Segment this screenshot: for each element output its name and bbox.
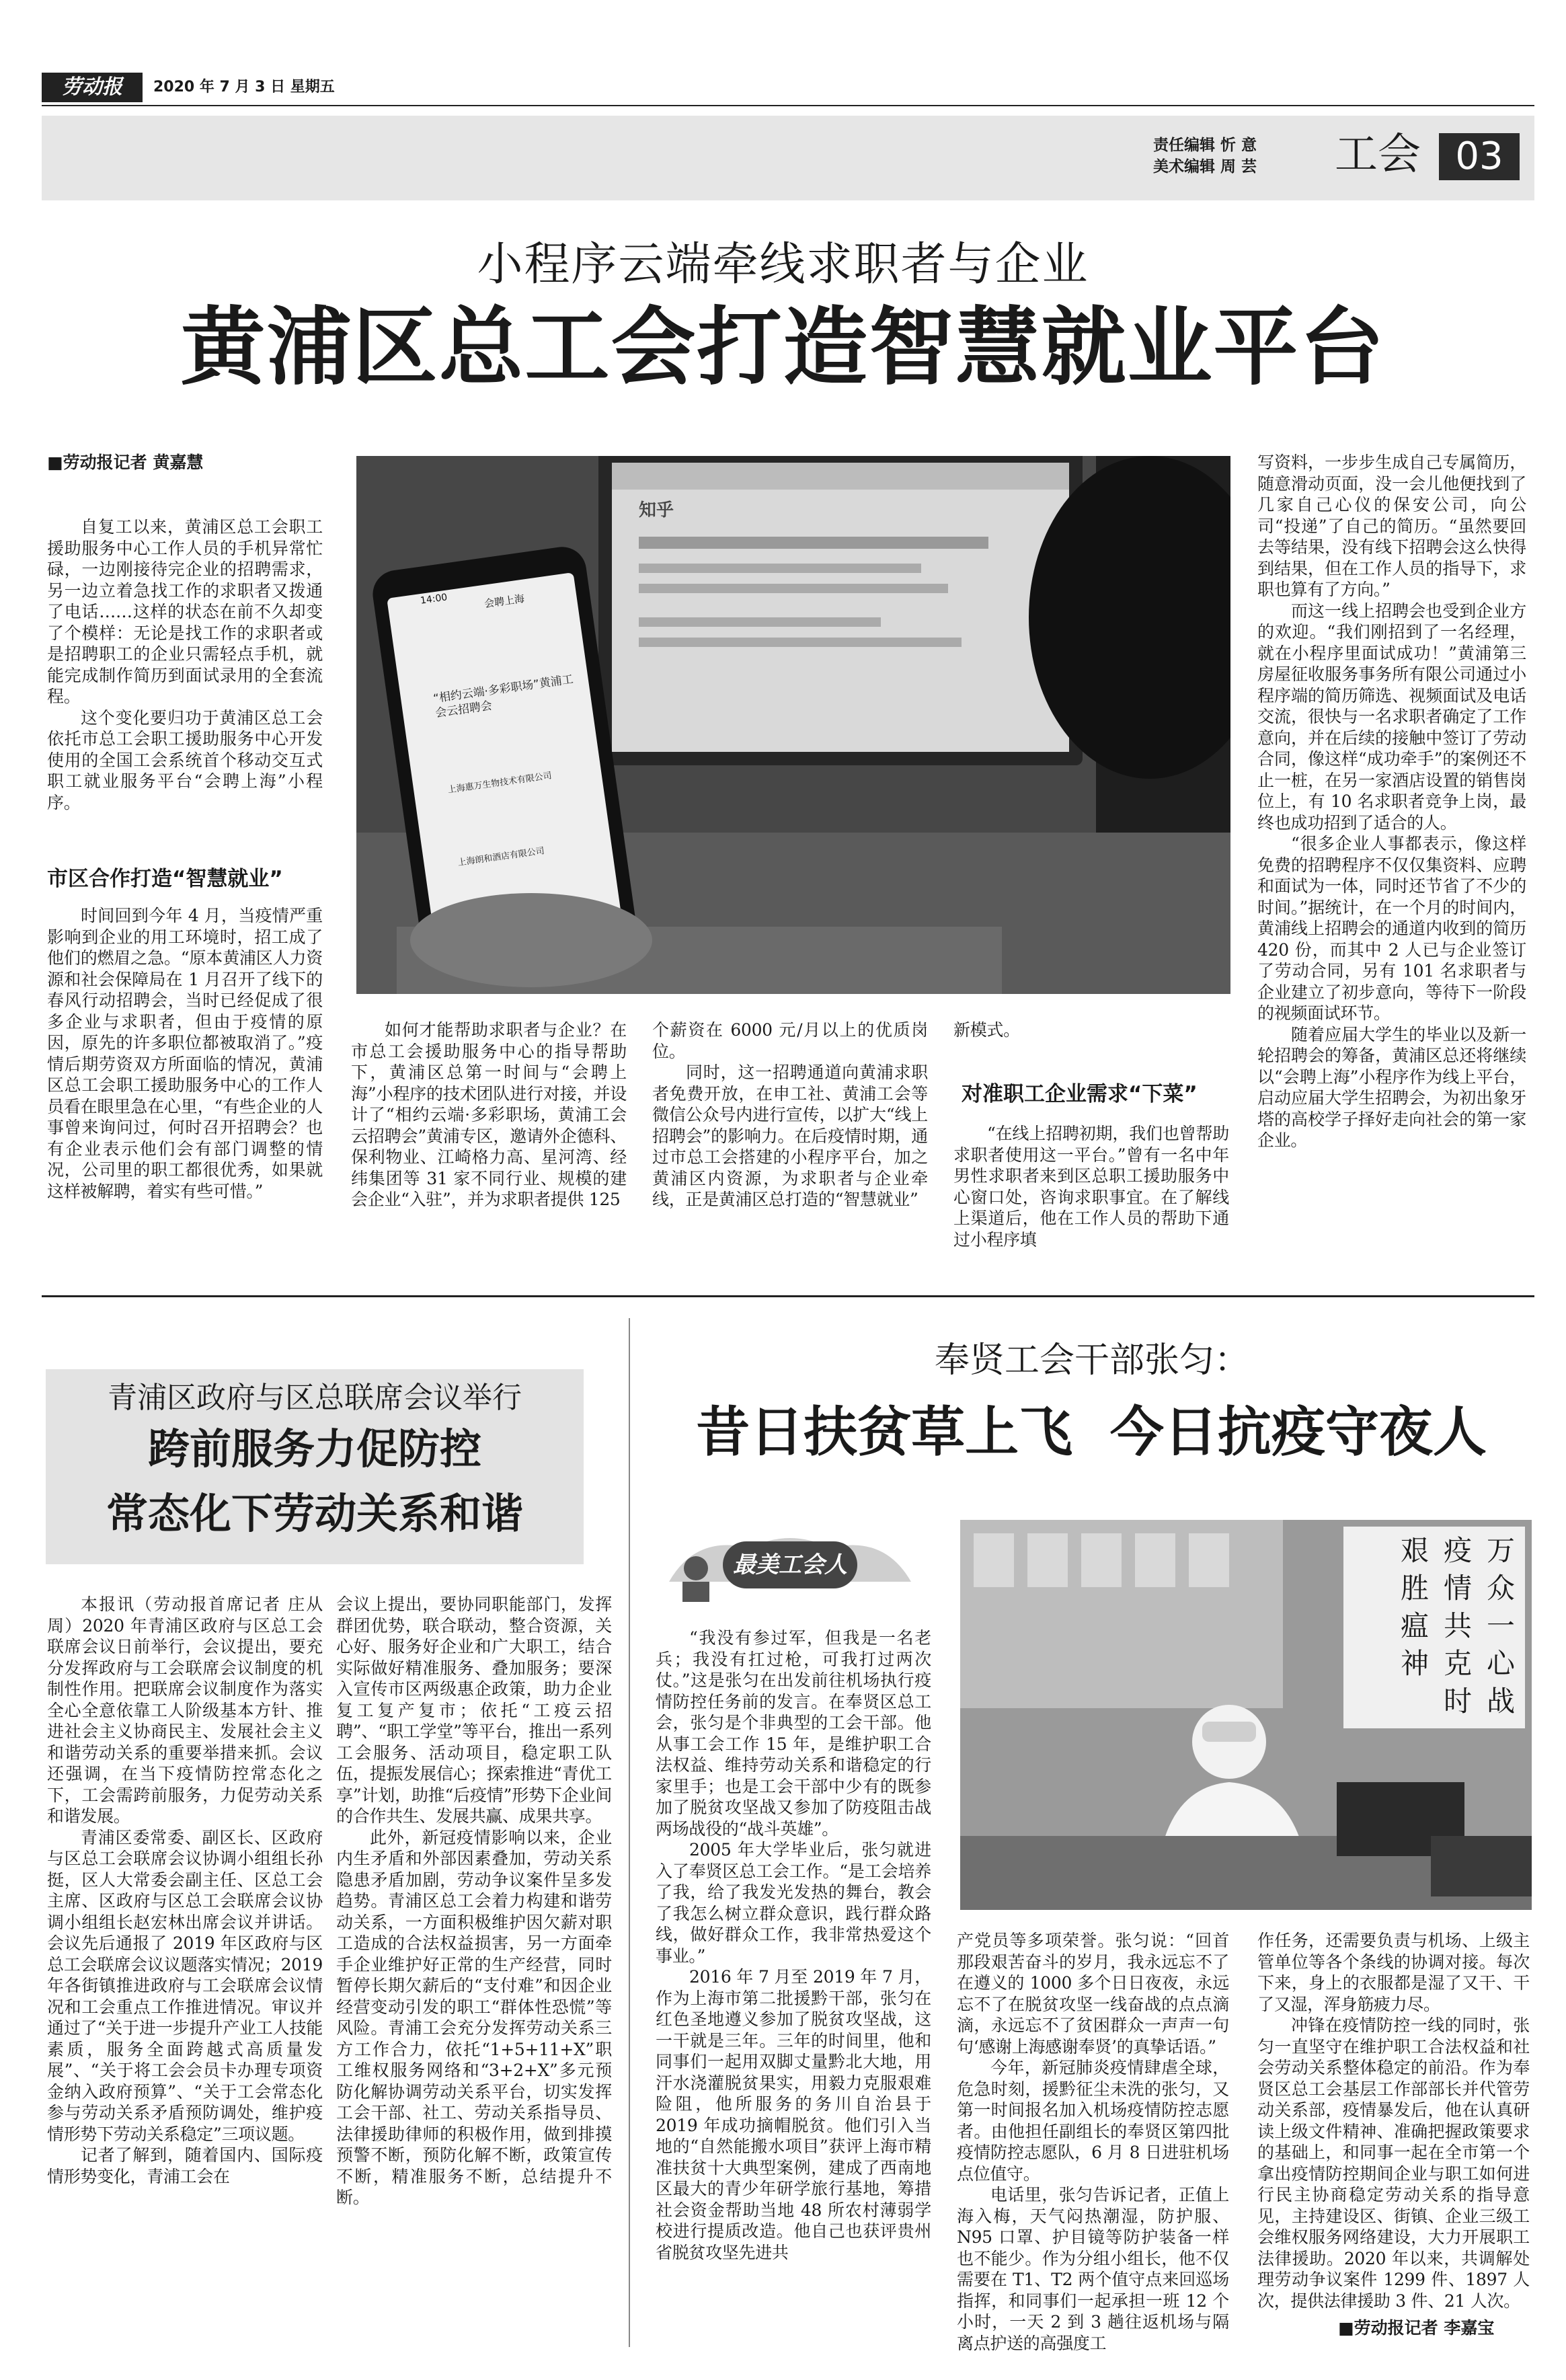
paragraph: 记者了解到，随着国内、国际疫情形势变化，青浦工会在 bbox=[47, 2145, 323, 2186]
paragraph: 自复工以来，黄浦区总工会职工援助服务中心工作人员的手机异常忙碌，一边刚接待完企业的招聘需求，另一边立着急找工作的求职者又拨通了电话……这样的状态在前不久却变了个模样：无论是找工作的求职者或是招聘职工的企业只需轻点手机，就能完成制作简历到面试录用的全套流程。 bbox=[47, 517, 323, 706]
calligraphy-char: 瘟 bbox=[1400, 1609, 1429, 1642]
paragraph: “在线上招聘初期，我们也曾帮助求职者使用这一平台。”曾有一名中年男性求职者来到区总职工援助服务中心窗口处，咨询求职事宜。在了解线上渠道后，他在工作人员的帮助下通过小程序填 bbox=[953, 1124, 1229, 1250]
article2-kicker: 青浦区政府与区总联席会议举行 bbox=[108, 1381, 522, 1415]
paragraph: 作任务，还需要负责与机场、上级主管单位等各个条线的协调对接。每次下来，身上的衣服都是湿了又干、干了又湿，浑身筋疲力尽。 bbox=[1257, 1931, 1530, 2014]
paragraph: 冲锋在疫情防控一线的同时，张匀一直坚守在维护职工合法权益和社会劳动关系整体稳定的前沿。作为奉贤区总工会基层工作部部长并代管劳动关系部，疫情暴发后，他在认真研读上级文件精神、准确把握政策要求的基础上，和同事一起在全市第一个拿出疫情防控期间企业与职工如何进行民主协商稳定劳动关系的指导意见，主持建设区、街镇、企业三级工会维权服务网络建设，大力开展职工法律援助。2020 年以来，共调解处理劳动争议案件 1299 件、1897 人次，提供法律援助 3 件、21 人次。 bbox=[1257, 2016, 1530, 2311]
paragraph: 电话里，张匀告诉记者，正值上海入梅，天气闷热潮湿，防护服、N95 口罩、护目镜等防护装备一样也不能少。作为分组小组长，他不仅需要在 T1、T2 两个值守点来回巡场指挥，和同事们一起承担一班 12 个小时，一天 2 到 3 趟往返机场与隔离点护送的高强度工 bbox=[957, 2185, 1229, 2353]
paragraph: 会议上提出，要协同职能部门，发挥群团优势，联合联动，整合资源，关心好、服务好企业和广大职工，结合实际做好精准服务、叠加服务；要深入宣传市区两级惠企政策，助力企业复工复产复市；依托“工疫云招聘”、“职工学堂”等平台，推出一系列工会服务、活动项目，稳定职工队伍，提振发展信心；探索推进“青优工享”计划，助推“后疫情”形势下企业间的合作共生、发展共赢、成果共享。 bbox=[336, 1595, 612, 1826]
paragraph: 这个变化要归功于黄浦区总工会依托市总工会职工援助服务中心开发使用的全国工会系统首个移动交互式职工就业服务平台“会聘上海”小程序。 bbox=[47, 707, 323, 812]
calligraphy-char: 共 bbox=[1443, 1609, 1472, 1642]
article1-subhead-1: 市区合作打造“智慧就业” bbox=[47, 867, 283, 891]
calligraphy-char: 时 bbox=[1443, 1685, 1472, 1718]
column-divider bbox=[629, 1318, 630, 2347]
phone-app-title: 会聘上海 bbox=[483, 592, 526, 611]
article3-photo bbox=[960, 1520, 1532, 1910]
masthead-date: 2020 年 7 月 3 日 星期五 bbox=[153, 79, 335, 95]
calligraphy-char: 战 bbox=[1486, 1685, 1515, 1718]
masthead-rule bbox=[42, 105, 1534, 106]
article1-col3 bbox=[652, 1020, 928, 1211]
paragraph: 2005 年大学毕业后，张匀就进入了奉贤区总工会工作。“是工会培养了我，给了我发光发热的舞台，教会了我怎么树立群众意识，践行群众路线，做好群众工作，我非常热爱这个事业。” bbox=[656, 1840, 931, 1966]
phone-time: 14:00 bbox=[420, 592, 448, 607]
monitor-text: 知乎 bbox=[639, 500, 674, 521]
article2-col2 bbox=[336, 1594, 612, 2209]
calligraphy-char: 克 bbox=[1443, 1647, 1472, 1680]
calligraphy-char: 一 bbox=[1486, 1609, 1515, 1642]
calligraphy-char: 万 bbox=[1486, 1534, 1515, 1567]
editor-line: 责任编辑 忻 意 bbox=[1153, 137, 1257, 154]
paragraph: “很多企业人事都表示，像这样免费的招聘程序不仅仅集资料、应聘和面试为一体，同时还节省了不少的时间。”据统计，在一个月的时间内，黄浦线上招聘会的通道内收到的简历 420 份，而其中 2 人已与企业签订了劳动合同，另有 101 名求职者与企业建立了初步意向，等待下一阶段的视频面试环节。 bbox=[1257, 834, 1526, 1023]
paragraph: 同时，这一招聘通道向黄浦求职者免费开放，在申工社、黄浦工会等微信公众号内进行宣传，以扩大“线上招聘会”的影响力。在后疫情时期，通过市总工会搭建的小程序平台，加之黄浦区内资源，为求职者与企业牵线，正是黄浦区总打造的“智慧就业” bbox=[652, 1063, 928, 1209]
phone-company-2: 上海朗和酒店有限公司 bbox=[457, 846, 545, 868]
article1-col1 bbox=[47, 516, 323, 813]
calligraphy-col-2 bbox=[1436, 1532, 1479, 1723]
article2-col1 bbox=[47, 1594, 323, 2187]
calligraphy-char: 胜 bbox=[1400, 1572, 1429, 1605]
section-title: 工会 bbox=[1335, 130, 1421, 180]
article1-subhead-2: 对准职工企业需求“下菜” bbox=[962, 1082, 1198, 1106]
calligraphy-col-1 bbox=[1479, 1532, 1522, 1723]
paragraph: 产党员等多项荣誉。张匀说：“回首那段艰苦奋斗的岁月，我永远忘不了在遵义的 1000 多个日日夜夜，永远忘不了在脱贫攻坚一线奋战的点点滴滴，永远忘不了贫困群众一声声一句句‘感谢上海感谢奉贤’的真挚话语。” bbox=[957, 1931, 1229, 2057]
phone-company-1: 上海惠万生物技术有限公司 bbox=[446, 771, 553, 796]
article1-col1b bbox=[47, 905, 323, 1202]
article1-col4b bbox=[953, 1123, 1229, 1250]
article2-headline-1: 跨前服务力促防控 bbox=[147, 1424, 481, 1473]
masthead-logo bbox=[42, 73, 143, 102]
photo-phone-illustration bbox=[356, 456, 1230, 994]
article3-kicker: 奉贤工会干部张匀： bbox=[935, 1340, 1250, 1381]
paragraph: 随着应届大学生的毕业以及新一轮招聘会的筹备，黄浦区总还将继续以“会聘上海”小程序作为线上平台，启动应届大学生招聘会，为初出象牙塔的高校学子择好走向社会的第一家企业。 bbox=[1257, 1024, 1526, 1150]
calligraphy-char: 情 bbox=[1443, 1572, 1472, 1605]
calligraphy bbox=[1349, 1532, 1522, 1723]
article1-col4 bbox=[953, 1020, 1229, 1041]
editor-credits bbox=[1153, 135, 1257, 178]
phone-banner: “相约云端·多彩职场”黄浦工会云招聘会 bbox=[432, 673, 574, 721]
paragraph: 如何才能帮助求职者与企业？在市总工会援助服务中心的指导帮助下，黄浦区总第一时间与“会聘上海”小程序的技术团队进行对接，并设计了“相约云端·多彩职场，黄浦工会云招聘会”黄浦专区，邀请外企德科、保利物业、江崎格力高、星河湾、经纬集团等 31 家不同行业、规模的建会企业“入驻”，并为求职者提供 125 bbox=[351, 1020, 627, 1209]
article3-badge bbox=[656, 1521, 925, 1602]
article3-headline: 昔日扶贫草上飞 今日抗疫守夜人 bbox=[696, 1401, 1487, 1463]
paragraph: 本报讯（劳动报首席记者 庄从周）2020 年青浦区政府与区总工会联席会议日前举行，会议提出，要充分发挥政府与工会联席会议制度的机制性作用。把联席会议制度作为落实全心全意依靠工人阶级基本方针、推进社会主义协商民主、发展社会主义和谐劳动关系的重要举措来抓。会议还强调，在当下疫情防控常态化之下，工会需跨前服务，力促劳动关系和谐发展。 bbox=[47, 1595, 323, 1826]
section-divider bbox=[42, 1295, 1534, 1297]
masthead-logo-text: 劳动报 bbox=[62, 75, 122, 99]
paragraph: 而这一线上招聘会也受到企业方的欢迎。“我们刚招到了一名经理，就在小程序里面试成功！”黄浦第三房屋征收服务事务所有限公司通过小程序端的简历筛选、视频面试及电话交流，很快与一名求职者确定了工作意向，并在后续的接触中签订了劳动合同，像这样“成功牵手”的案例还不止一桩，在另一家酒店设置的销售岗位上，有 10 名求职者竞争上岗，最终也成功招到了适合的人。 bbox=[1257, 601, 1526, 833]
article1-photo bbox=[356, 456, 1230, 994]
calligraphy-col-3 bbox=[1393, 1532, 1436, 1723]
article3-byline: ■劳动报记者 李嘉宝 bbox=[1338, 2318, 1495, 2338]
paragraph: 此外，新冠疫情影响以来，企业内生矛盾和外部因素叠加，劳动关系隐患矛盾加剧，劳动争议案件呈多发趋势。青浦区总工会着力构建和谐劳动关系，一方面积极维护因欠薪对职工造成的合法权益损害，另一方面牵手企业维护好正常的生产经营，同时暂停长期欠薪后的“支付难”和因企业经营变动引发的职工“群体性恐慌”等风险。青浦工会充分发挥劳动关系三方工作合力，依托“1+5+11+X”职工维权服务网络和“3+2+X”多元预防化解协调劳动关系平台，切实发挥工会干部、社工、劳动关系指导员、法律援助律师的积极作用，做到排摸预警不断，预防化解不断，政策宣传不断，精准服务不断，总结提升不断。 bbox=[336, 1827, 612, 2207]
article2-headline-2: 常态化下劳动关系和谐 bbox=[106, 1489, 523, 1538]
badge-label: 最美工会人 bbox=[733, 1551, 847, 1578]
calligraphy-char: 艰 bbox=[1400, 1534, 1429, 1567]
calligraphy-char: 神 bbox=[1400, 1647, 1429, 1680]
calligraphy-char: 疫 bbox=[1443, 1534, 1472, 1567]
paragraph: 今年，新冠肺炎疫情肆虐全球，危急时刻，援黔征尘未洗的张匀，又第一时间报名加入机场疫情防控志愿者。由他担任副组长的奉贤区第四批疫情防控志愿队，6 月 8 日进驻机场点位值守。 bbox=[957, 2058, 1229, 2184]
article1-col5 bbox=[1257, 452, 1526, 1151]
article1-col2 bbox=[351, 1020, 627, 1211]
paragraph: 时间回到今年 4 月，当疫情严重影响到企业的用工环境时，招工成了他们的燃眉之急。“原本黄浦区人力资源和社会保障局在 1 月召开了线下的春风行动招聘会，当时已经促成了很多企业与求职者，但由于疫情的原因，原先的许多职位都被取消了。”疫情后期劳资双方所面临的情况，黄浦区总工会职工援助服务中心的工作人员看在眼里急在心里，“有些企业的人事曾来询问过，何时召开招聘会？也有企业表示他们会有部门调整的情况，公司里的职工都很优秀，如果就这样被解聘，着实有些可惜。” bbox=[47, 906, 323, 1201]
paragraph: 2016 年 7 月至 2019 年 7 月，作为上海市第二批援黔干部，张匀在红色圣地遵义参加了脱贫攻坚战，这一干就是三年。三年的时间里，他和同事们一起用双脚丈量黔北大地，用汗水浇灌脱贫果实，用毅力克服艰难险阻，他所服务的务川自治县于 2019 年成功摘帽脱贫。他们引入当地的“自然能搬水项目”获评上海市精准扶贫十大典型案例，建成了西南地区最大的青少年研学旅行基地，筹措社会资金帮助当地 48 所农村薄弱学校进行提质改造。他自己也获评贵州省脱贫攻坚先进共 bbox=[656, 1967, 931, 2262]
paragraph: 写资料，一步步生成自己专属简历，随意滑动页面，没一会儿他便找到了几家自己心仪的保安公司，向公司“投递”了自己的简历。“虽然要回去等结果，没有线下招聘会这么快得到结果，但在工作人员的指导下，求职也算有了方向。” bbox=[1257, 453, 1526, 599]
paragraph: “我没有参过军，但我是一名老兵；我没有扛过枪，可我打过两次仗。”这是张匀在出发前往机场执行疫情防控任务前的发言。在奉贤区总工会，张匀是个非典型的工会干部。他从事工会工作 15 年，是维护职工合法权益、维持劳动关系和谐稳定的行家里手；也是工会干部中少有的既参加了脱贫攻坚战又参加了防疫阻击战两场战役的“战斗英雄”。 bbox=[656, 1628, 931, 1839]
masthead-band bbox=[42, 116, 1534, 200]
article3-col2 bbox=[957, 1930, 1229, 2354]
article1-byline: ■劳动报记者 黄嘉慧 bbox=[47, 453, 204, 472]
paragraph: 青浦区委常委、副区长、区政府与区总工会联席会议协调小组组长孙挺，区人大常委会副主任、区总工会主席、区政府与区总工会联席会议协调小组组长赵宏林出席会议并讲话。会议先后通报了 2019 年区政府与区总工会联席会议议题落实情况；2019 年各街镇推进政府与工会联席会议情况和工会重点工作推进情况。审议并通过了“关于进一步提升产业工人技能素质，服务全面跨越式高质量发展”、“关于将工会会员卡办理专项资金纳入政府预算”、“关于工会常态化参与劳动关系矛盾预防调处，维护疫情形势下劳动关系稳定”三项议题。 bbox=[47, 1827, 323, 2144]
calligraphy-char: 心 bbox=[1486, 1647, 1515, 1680]
article3-col3 bbox=[1257, 1930, 1530, 2311]
art-editor-line: 美术编辑 周 芸 bbox=[1153, 158, 1257, 176]
article1-kicker: 小程序云端牵线求职者与企业 bbox=[477, 238, 1089, 291]
page-number: 03 bbox=[1439, 133, 1520, 180]
article3-col1 bbox=[656, 1627, 931, 2263]
paragraph: 个薪资在 6000 元/月以上的优质岗位。 bbox=[652, 1020, 928, 1061]
article1-headline: 黄浦区总工会打造智慧就业平台 bbox=[180, 298, 1386, 397]
calligraphy-char: 众 bbox=[1486, 1572, 1515, 1605]
paragraph: 新模式。 bbox=[953, 1020, 1020, 1040]
